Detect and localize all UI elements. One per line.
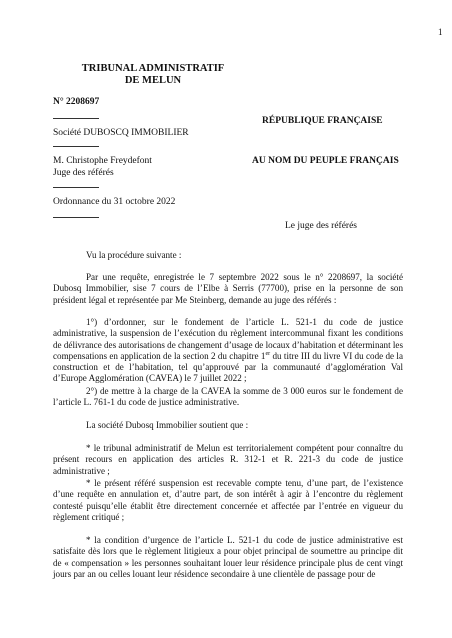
separator-rule: [53, 146, 99, 147]
people-heading: AU NOM DU PEUPLE FRANÇAIS: [252, 156, 399, 166]
paragraph-competence: * le tribunal administratif de Melun est territorialement compétent pour connaître du présent recours en application des articles R. 312-1 et R. 221-3 du code de justice administrative ;: [53, 443, 403, 476]
paragraph-claims-intro: La société Dubosq Immobilier soutient que :: [86, 420, 249, 430]
court-name-line2: DE MELUN: [124, 75, 182, 86]
court-name-line1: TRIBUNAL ADMINISTRATIF: [81, 63, 225, 74]
paragraph-request: Par une requête, enregistrée le 7 septembre 2022 sous le n° 2208697, la société Dubosq Immobilier, sise 7 cours de l’Elbe à Serris (77700), prise en la personne de son président légal et représentée par Me Steinberg, demande au juge des référés :: [53, 272, 403, 305]
paragraph-admissibility: * le présent référé suspension est recevable compte tenu, d’une part, de l’existence d’une requête en annulation et, d’autre part, de son intérêt à agir à l’encontre du règlement contesté puisqu’elle établit être directement concernée et affectée par l’entrée en vigueur du règlement critiqué ;: [53, 478, 403, 522]
page-number: 1: [438, 27, 443, 37]
judge-name: M. Christophe Freydefont: [53, 156, 152, 166]
judge-header: Le juge des référés: [285, 221, 358, 231]
judge-role: Juge des référés: [53, 168, 114, 178]
case-number: N° 2208697: [53, 97, 100, 107]
party-name: Société DUBOSCQ IMMOBILIER: [53, 128, 189, 138]
separator-rule: [53, 118, 99, 119]
paragraph-demand-1: 1°) d’ordonner, sur le fondement de l’article L. 521-1 du code de justice administrative, la suspension de l’exécution du règlement intercommunal fixant les conditions de délivrance des autorisations de changement d’usage de locaux d’habitation et déterminant les compensations en application de la section 2 du chapitre 1er du titre III du livre VI du code de la construction et de l’habitation, tel qu’approuvé par la communauté d’agglomération Val d’Europe Agglomération (CAVEA) le 7 juillet 2022 ;: [53, 317, 403, 384]
paragraph-urgency: * la condition d’urgence de l’article L. 521-1 du code de justice administrative est satisfaite dès lors que le règlement litigieux a pour objet principal de soumettre au principe dit de « compensation » les personnes souhaitant louer leur résidence principale plus de cent vingt jours par an ou celles louant leur résidence secondaire à une clientèle de passage pour de: [53, 535, 403, 579]
ordonnance-date: Ordonnance du 31 octobre 2022: [53, 197, 176, 207]
republic-heading: RÉPUBLIQUE FRANÇAISE: [262, 116, 383, 126]
separator-rule: [53, 187, 99, 188]
paragraph-demand-2: 2°) de mettre à la charge de la CAVEA la somme de 3 000 euros sur le fondement de l’article L. 761-1 du code de justice administrative.: [53, 386, 403, 408]
intro-text: Vu la procédure suivante :: [86, 250, 182, 260]
separator-rule: [53, 217, 99, 218]
